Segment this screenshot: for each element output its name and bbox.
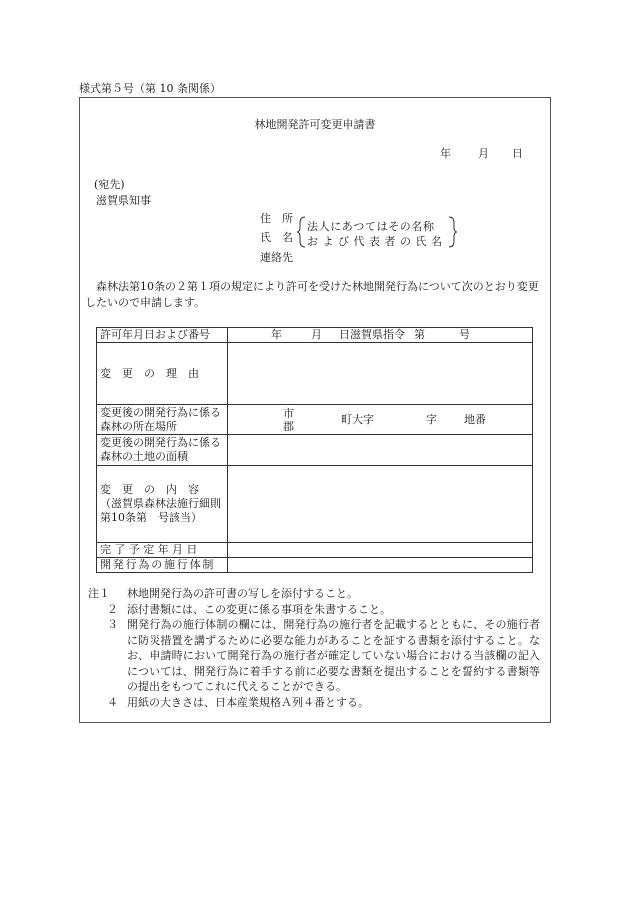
system-value[interactable]	[228, 558, 533, 573]
note-item	[82, 695, 552, 711]
content-sub: （滋賀県森林法施行細則第10条第 号該当）	[100, 497, 221, 524]
contact-label: 連絡先	[260, 251, 293, 264]
note-text: 添付書類には、この変更に係る事項を朱書すること。	[127, 602, 391, 616]
reason-value[interactable]	[228, 343, 533, 405]
addressee-name: 滋賀県知事	[96, 194, 151, 207]
address-label: 住 所	[260, 212, 293, 225]
note-item	[82, 586, 552, 602]
content-label: 変 更 の 内 容	[100, 483, 199, 496]
location-aza: 字	[426, 412, 437, 426]
permit-value[interactable]	[228, 328, 533, 343]
note-text: 林地開発行為の許可書の写しを添付すること。	[127, 587, 358, 600]
note-text: 用紙の大きさは、日本産業規格Ａ列４番とする。	[127, 695, 369, 709]
date-day: 日	[512, 147, 523, 160]
note-number: ２	[107, 602, 118, 616]
location-city: 市	[283, 406, 294, 420]
note-item	[82, 602, 552, 618]
table-row-location	[97, 405, 533, 435]
notes-section	[82, 586, 552, 710]
permit-year: 年	[271, 328, 282, 341]
area-label: 変更後の開発行為に係る森林の土地の面積	[97, 435, 228, 466]
area-value[interactable]	[228, 435, 533, 466]
location-value[interactable]	[228, 405, 533, 435]
permit-month: 月	[311, 328, 322, 341]
system-label: 開発行為の施行体制	[97, 558, 228, 573]
date-month: 月	[478, 147, 489, 160]
note-number: ３	[107, 618, 118, 631]
form-label: 様式第５号（第 10 条関係）	[79, 82, 221, 95]
permit-day-directive: 日滋賀県指令	[339, 328, 405, 341]
name-note-bracket	[297, 215, 457, 249]
form-title: 林地開発許可変更申請書	[254, 118, 376, 131]
location-lot: 地番	[464, 412, 486, 426]
note-number: 注１	[88, 587, 110, 600]
table-row-system	[97, 558, 533, 573]
name-note-line1: 法人にあつてはその名称	[307, 220, 435, 233]
completion-label: 完了予定年月日	[97, 543, 228, 558]
table-row-permit	[97, 328, 533, 343]
table-row-reason	[97, 343, 533, 405]
content-value[interactable]	[228, 466, 533, 543]
date-year: 年	[440, 147, 451, 160]
table-row-completion	[97, 543, 533, 558]
table-row-content	[97, 466, 533, 543]
note-number: ４	[107, 695, 118, 709]
table-row-area	[97, 435, 533, 466]
addressee-prefix: (宛先)	[94, 178, 125, 191]
location-county: 郡	[283, 419, 294, 433]
note-item	[82, 617, 552, 695]
statement-text: 森林法第10条の２第１項の規定により許可を受けた林地開発行為について次のとおり変更したいので申請します。	[85, 280, 539, 309]
application-table	[96, 327, 533, 573]
reason-label: 変 更 の 理 由	[100, 366, 199, 380]
permit-go: 号	[459, 328, 470, 341]
permit-label: 許可年月日および番号	[97, 328, 228, 343]
location-town: 町大字	[341, 412, 374, 426]
permit-dai: 第	[414, 328, 425, 341]
name-note-line2: および代表者の氏名	[307, 235, 447, 248]
name-label: 氏 名	[260, 231, 293, 244]
location-label: 変更後の開発行為に係る森林の所在場所	[97, 405, 228, 435]
completion-value[interactable]	[228, 543, 533, 558]
note-text: 開発行為の施行体制の欄には、開発行為の施行者を記載するとともに、その施行者に防災措置を講ずるために必要な能力があることを証する書類を添付すること。なお、申請時において開発行為の施行者が確定していない場合における当該欄の記入については、開発行為に着手する前に必要な書類を提出することを誓約する書類等の提出をもつてこれに代えることができる。	[127, 618, 540, 693]
